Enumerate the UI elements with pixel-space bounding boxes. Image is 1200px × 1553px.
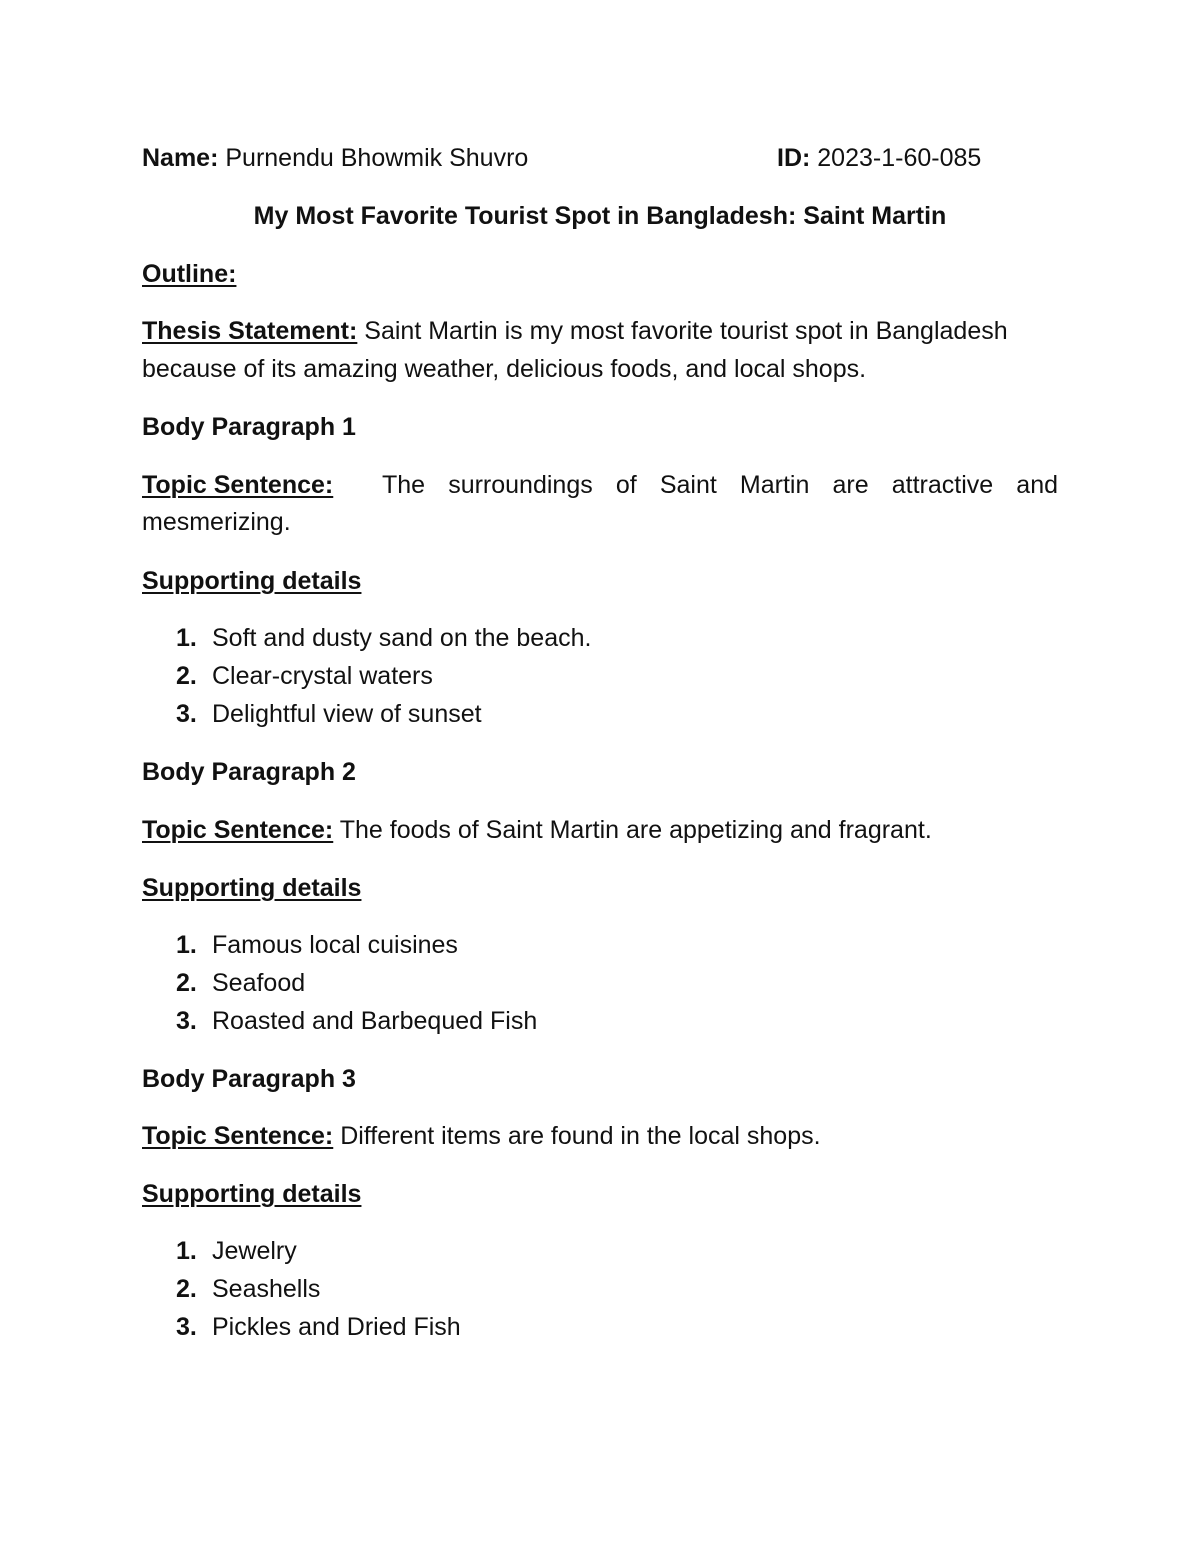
body3-topic-label: Topic Sentence:	[142, 1122, 334, 1150]
name-value: Purnendu Bhowmik Shuvro	[218, 144, 529, 172]
document-title: My Most Favorite Tourist Spot in Bangladesh: Saint Martin	[253, 202, 947, 230]
body1-topic-text-1: The surroundings of Saint Martin are attractive and	[382, 471, 1058, 499]
id-line	[777, 143, 981, 173]
list-text: Clear-crystal waters	[212, 662, 433, 690]
thesis-line-1	[142, 316, 1008, 346]
list-number: 3.	[176, 700, 197, 728]
list-number: 2.	[176, 662, 197, 690]
list-item	[176, 930, 458, 960]
body1-topic-label: Topic Sentence:	[142, 471, 334, 499]
id-value: 2023-1-60-085	[810, 144, 982, 172]
id-label: ID:	[777, 144, 811, 172]
list-item	[176, 699, 482, 729]
list-text: Pickles and Dried Fish	[212, 1313, 461, 1341]
body1-topic-line-1	[142, 470, 1058, 500]
body3-supporting-label: Supporting details	[142, 1180, 362, 1208]
list-number: 2.	[176, 1275, 197, 1303]
list-item	[176, 1006, 537, 1036]
list-number: 1.	[176, 624, 197, 652]
list-text: Seafood	[212, 969, 306, 997]
list-item	[176, 1236, 297, 1266]
name-line	[142, 143, 528, 173]
body2-topic-text: The foods of Saint Martin are appetizing and fragrant.	[333, 816, 932, 844]
list-item	[176, 968, 305, 998]
name-label: Name:	[142, 144, 219, 172]
list-number: 3.	[176, 1007, 197, 1035]
list-item	[176, 623, 591, 653]
list-text: Delightful view of sunset	[212, 700, 482, 728]
body3-topic-text: Different items are found in the local shops.	[333, 1122, 821, 1150]
thesis-text-1: Saint Martin is my most favorite tourist spot in Bangladesh	[357, 317, 1008, 345]
outline-label: Outline:	[142, 260, 237, 288]
list-text: Jewelry	[212, 1237, 297, 1265]
body1-supporting-label: Supporting details	[142, 567, 362, 595]
list-text: Famous local cuisines	[212, 931, 458, 959]
list-text: Roasted and Barbequed Fish	[212, 1007, 538, 1035]
body3-topic-line	[142, 1121, 821, 1151]
list-text: Seashells	[212, 1275, 321, 1303]
list-number: 3.	[176, 1313, 197, 1341]
thesis-line-2: because of its amazing weather, delicious foods, and local shops.	[142, 355, 867, 383]
list-number: 2.	[176, 969, 197, 997]
list-item	[176, 1274, 320, 1304]
body2-supporting-label: Supporting details	[142, 874, 362, 902]
list-text: Soft and dusty sand on the beach.	[212, 624, 592, 652]
body1-topic-line-2: mesmerizing.	[142, 508, 291, 536]
body2-heading: Body Paragraph 2	[142, 758, 356, 786]
list-item	[176, 1312, 461, 1342]
list-number: 1.	[176, 1237, 197, 1265]
list-number: 1.	[176, 931, 197, 959]
list-item	[176, 661, 433, 691]
body2-topic-label: Topic Sentence:	[142, 816, 334, 844]
thesis-label: Thesis Statement:	[142, 317, 358, 345]
body3-heading: Body Paragraph 3	[142, 1065, 356, 1093]
body2-topic-line	[142, 815, 932, 845]
body1-heading: Body Paragraph 1	[142, 413, 356, 441]
